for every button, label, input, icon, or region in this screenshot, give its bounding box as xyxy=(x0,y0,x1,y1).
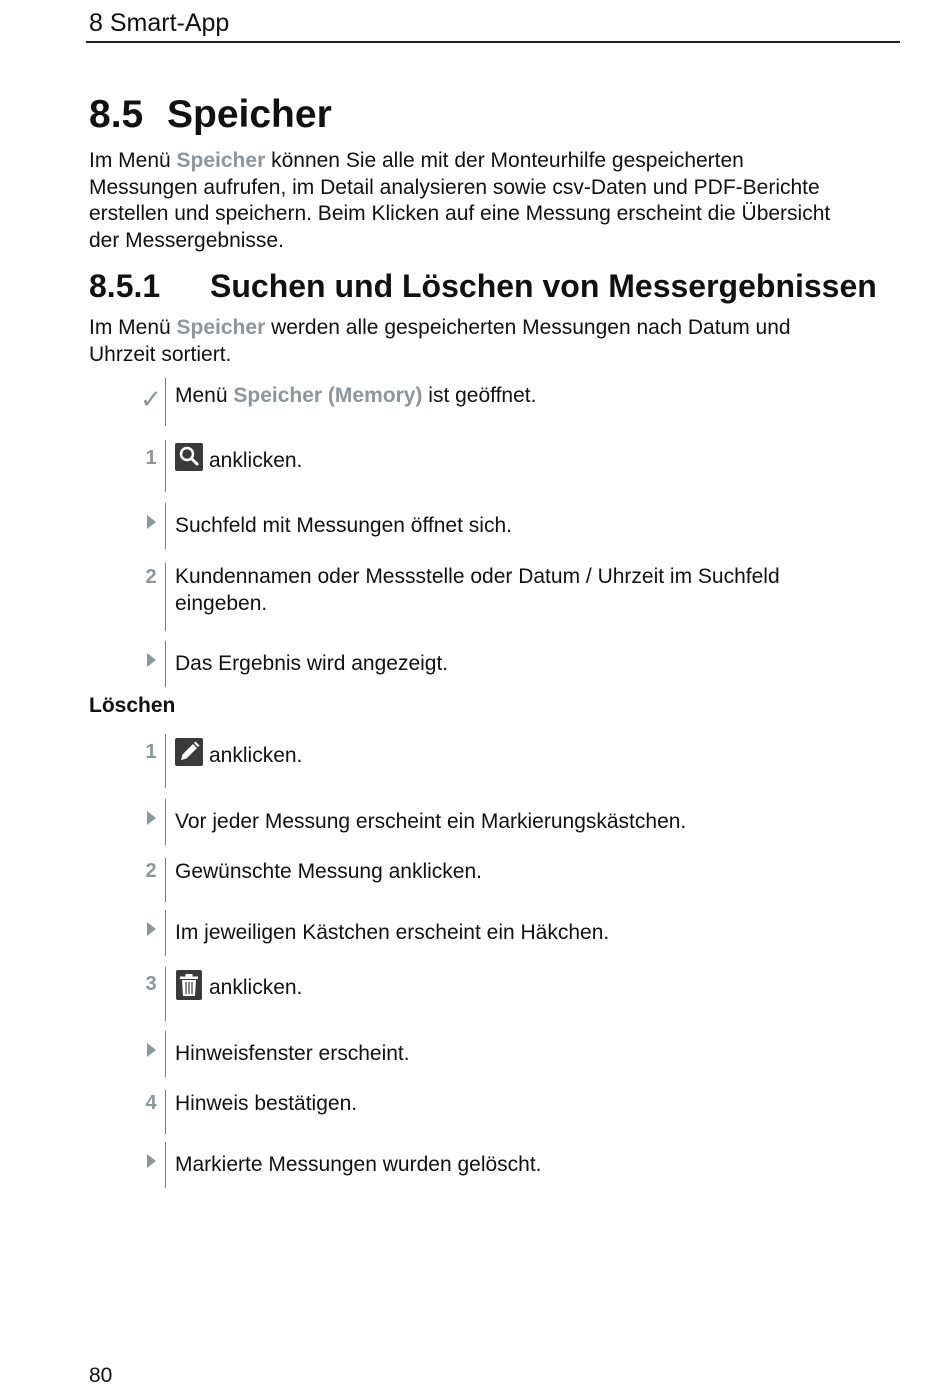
intro-prefix: Im Menü xyxy=(89,316,177,339)
intro-prefix: Im Menü xyxy=(89,149,177,172)
step-label: anklicken. xyxy=(209,744,303,767)
step-label: anklicken. xyxy=(209,449,303,472)
step-text xyxy=(175,383,536,410)
step-bar xyxy=(165,1142,166,1188)
step-text: Hinweis bestätigen. xyxy=(175,1092,358,1115)
intro-line1-rest: können Sie alle mit der Monteurhilfe gespeicherten xyxy=(265,149,744,172)
result-text: Suchfeld mit Messungen öffnet sich. xyxy=(175,514,512,537)
result-arrow-icon xyxy=(140,801,162,831)
result-text: Markierte Messungen wurden gelöscht. xyxy=(175,1153,542,1176)
result-arrow-icon xyxy=(140,643,162,673)
result-text: Das Ergebnis wird angezeigt. xyxy=(175,652,449,675)
step-number: 1 xyxy=(145,447,157,469)
step-bar xyxy=(165,1031,166,1077)
step-bar xyxy=(165,378,166,426)
step-bar xyxy=(165,440,166,492)
result-text: Hinweisfenster erscheint. xyxy=(175,1042,410,1065)
section-title: Speicher xyxy=(167,93,332,136)
step-text xyxy=(175,970,302,1002)
step-text xyxy=(175,443,302,475)
step-bar xyxy=(165,1090,166,1134)
step-text xyxy=(175,564,780,617)
step-text xyxy=(175,738,302,770)
step-number: 3 xyxy=(145,973,157,995)
pencil-icon xyxy=(175,738,203,766)
step-number: 4 xyxy=(145,1092,157,1114)
section-heading xyxy=(89,93,332,137)
header-rule xyxy=(86,41,900,43)
step-label: anklicken. xyxy=(209,976,303,999)
result-arrow-icon xyxy=(140,505,162,535)
step-bar xyxy=(165,967,166,1021)
step-bar xyxy=(165,734,166,788)
step-number: 2 xyxy=(145,566,157,588)
result-arrow-icon xyxy=(140,912,162,942)
result-arrow-icon xyxy=(140,1144,162,1174)
subsection-intro-line xyxy=(89,315,791,342)
step-text: Gewünschte Messung anklicken. xyxy=(175,860,482,883)
step-text-line: eingeben. xyxy=(175,591,268,615)
check-icon: ✓ xyxy=(140,384,162,414)
menu-highlight: Speicher xyxy=(176,316,266,339)
section-intro-line: Messungen aufrufen, im Detail analysieren sowie csv-Daten und PDF-Berichte xyxy=(89,175,820,199)
step-number: 1 xyxy=(145,741,157,763)
text-suffix: ist geöffnet. xyxy=(422,384,537,407)
intro-line1-rest: werden alle gespeicherten Messungen nach Datum und xyxy=(265,316,791,339)
subsection-intro-line: Uhrzeit sortiert. xyxy=(89,342,232,366)
step-bar xyxy=(165,503,166,549)
step-text-line: Kundennamen oder Messstelle oder Datum / Uhrzeit im Suchfeld xyxy=(175,565,780,588)
trash-icon xyxy=(175,970,203,998)
delete-heading: Löschen xyxy=(89,694,176,717)
section-intro-line: erstellen und speichern. Beim Klicken auf eine Messung erscheint die Übersicht xyxy=(89,202,831,225)
step-bar xyxy=(165,858,166,902)
section-intro xyxy=(89,148,830,254)
step-bar xyxy=(165,910,166,956)
running-header: 8 Smart-App xyxy=(89,9,230,37)
section-intro-line xyxy=(89,148,830,175)
section-number: 8.5 xyxy=(89,93,144,136)
step-bar xyxy=(165,563,166,631)
search-icon xyxy=(175,443,203,471)
result-text: Im jeweiligen Kästchen erscheint ein Häkchen. xyxy=(175,921,610,944)
text-prefix: Menü xyxy=(175,384,234,407)
section-intro-line: der Messergebnisse. xyxy=(89,228,284,252)
step-number: 2 xyxy=(145,860,157,882)
result-arrow-icon xyxy=(140,1033,162,1063)
menu-highlight: Speicher (Memory) xyxy=(233,384,423,407)
page-number: 80 xyxy=(89,1364,113,1387)
step-bar xyxy=(165,799,166,845)
subsection-number: 8.5.1 xyxy=(89,268,161,304)
subsection-heading xyxy=(89,268,877,305)
result-text: Vor jeder Messung erscheint ein Markierungskästchen. xyxy=(175,810,687,833)
subsection-title: Suchen und Löschen von Messergebnissen xyxy=(210,268,877,304)
subsection-intro xyxy=(89,315,791,368)
menu-highlight: Speicher xyxy=(176,149,266,172)
step-bar xyxy=(165,641,166,687)
